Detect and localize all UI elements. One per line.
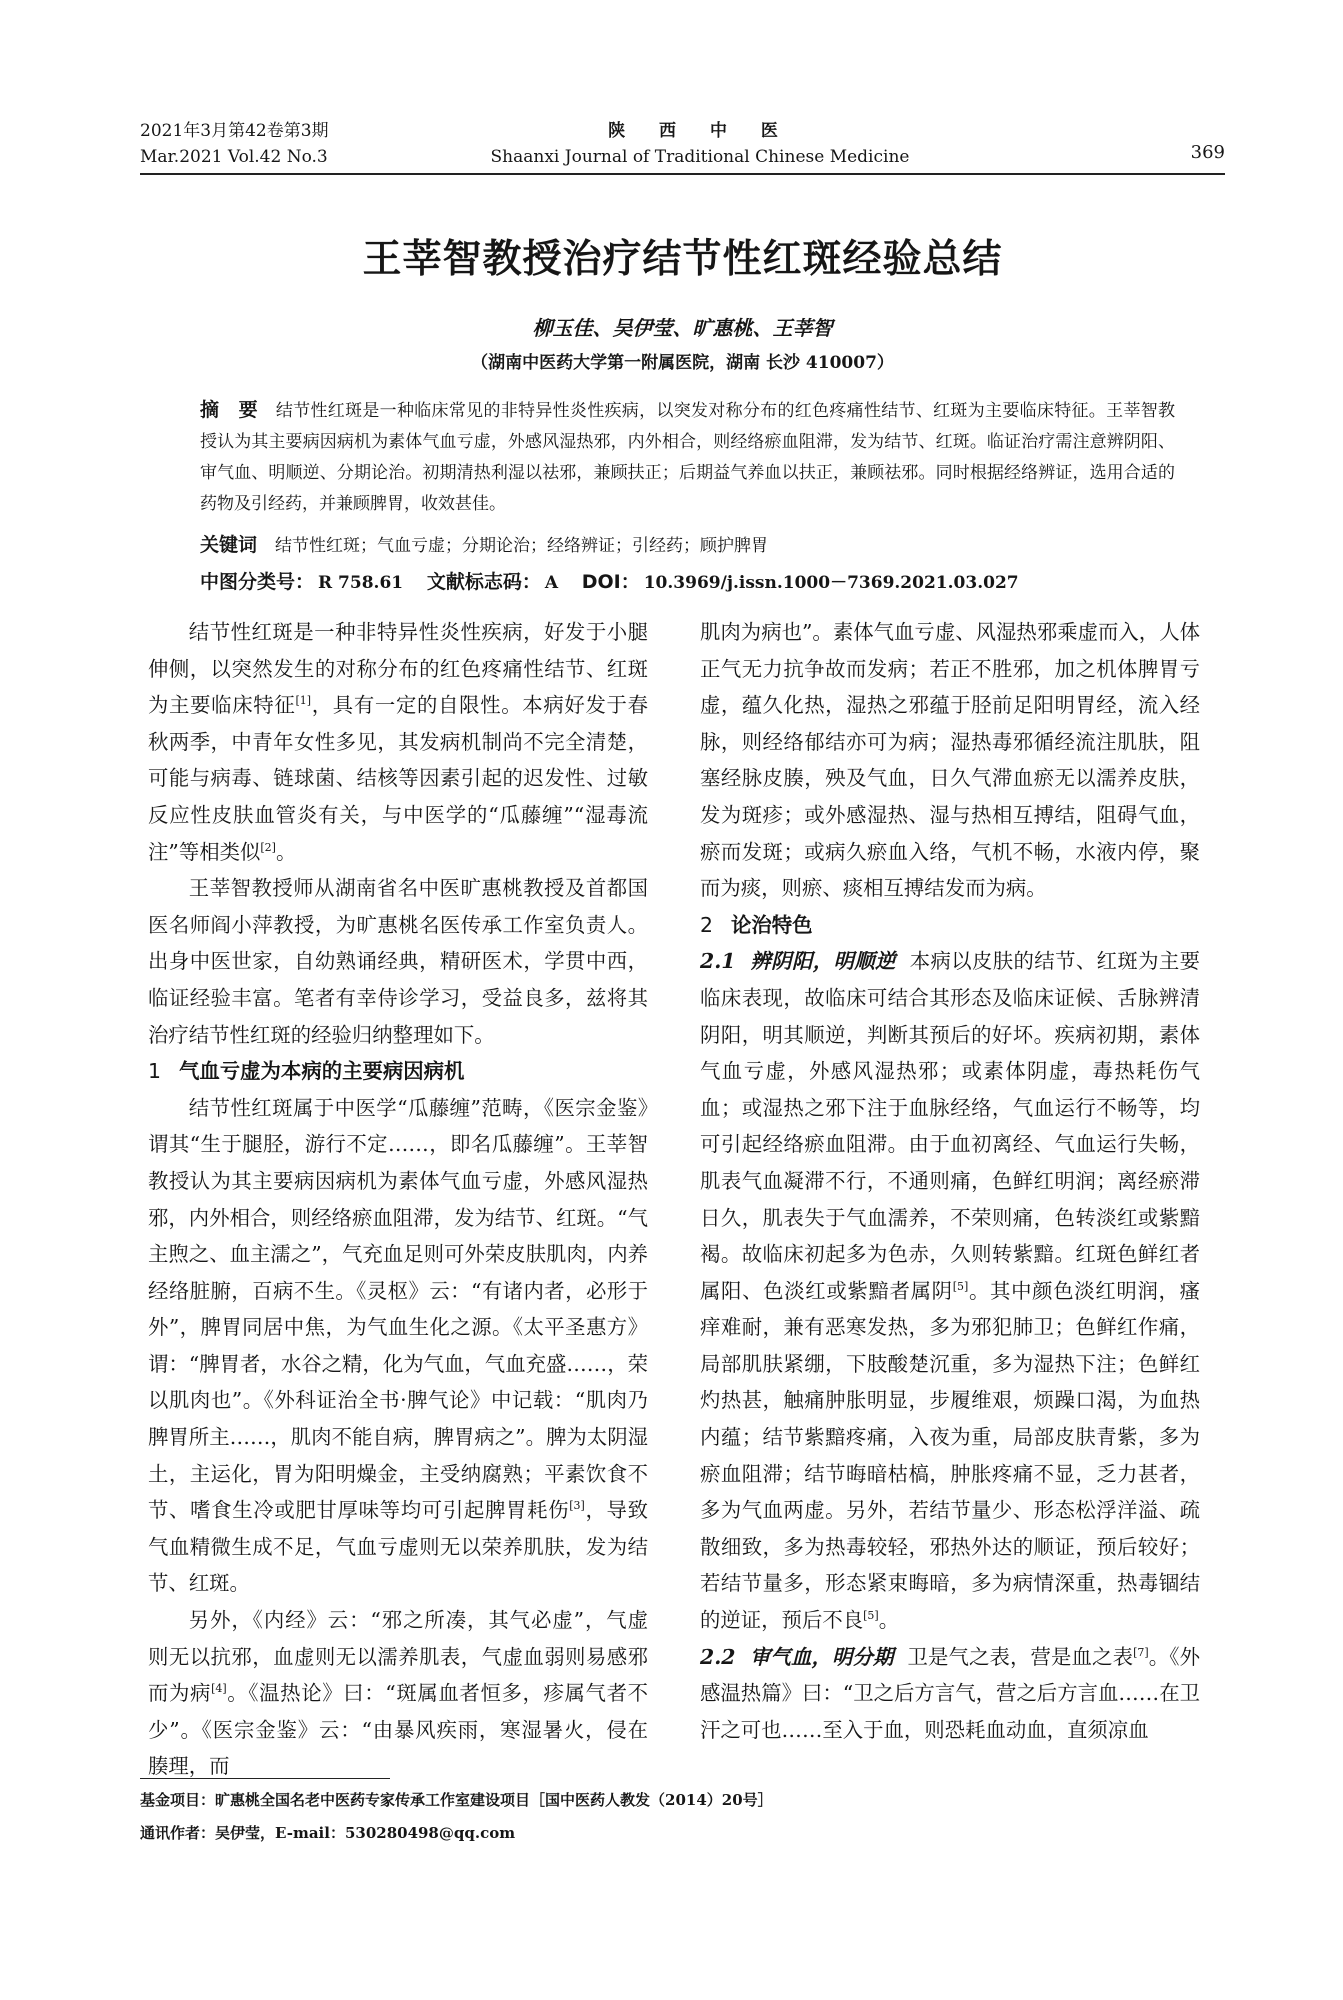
journal-name	[440, 118, 960, 170]
affiliation: （湖南中医药大学第一附属医院，湖南 长沙 410007）	[471, 353, 894, 373]
citation: [7]	[1133, 1645, 1149, 1659]
subsection-heading-2-1: 2.1 辨阴阳，明顺逆	[700, 949, 896, 974]
page-number: 369	[1190, 142, 1225, 163]
paragraph-neijing: 另外，《内经》云：“邪之所凑，其气必虚”，气虚则无以抗邪，血虚则无以濡养肌表，气虚血弱则易感邪而为病[4]。《温热论》曰：“斑属血者恒多，疹属气者不少”。《医宗金鉴》云：“由暴风疾雨，寒湿暑火，侵在腠理，而	[148, 1608, 648, 1779]
classification-line	[200, 567, 1175, 599]
abstract-label: 摘 要	[200, 399, 258, 421]
keywords-label: 关键词	[200, 534, 258, 556]
issue-info	[140, 118, 329, 170]
citation: [1]	[295, 694, 312, 708]
journal-en: Shaanxi Journal of Traditional Chinese Medicine	[490, 147, 910, 167]
paper-title: 王莘智教授治疗结节性红斑经验总结	[362, 237, 1003, 282]
section-heading-2: 2 论治特色	[700, 912, 813, 937]
keywords	[200, 530, 1175, 562]
citation: [5]	[863, 1609, 879, 1623]
doi-label: DOI：	[581, 571, 640, 593]
body-column-left	[148, 614, 648, 1785]
section-heading-1: 1 气血亏虚为本病的主要病因病机	[148, 1059, 465, 1084]
paragraph-qixue: 2.2 审气血，明分期 卫是气之表，营是血之表[7]。《外感温热篇》曰：“卫之后方言气，营之后方言血……在卫汗之可也……至入于血，则恐耗血动血，直须凉血	[700, 1644, 1200, 1742]
paragraph-background: 王莘智教授师从湖南省名中医旷惠桃教授及首都国医名师阎小萍教授，为旷惠桃名医传承工作室负责人。出身中医世家，自幼熟诵经典，精研医术，学贯中西，临证经验丰富。笔者有幸侍诊学习，受益良多，兹将其治疗结节性红斑的经验归纳整理如下。	[148, 876, 648, 1047]
footnote-contact: 通讯作者：吴伊莹，E-mail：530280498@qq.com	[140, 1824, 516, 1842]
journal-cn: 陕 西 中 医	[608, 121, 792, 141]
doc-code-label: 文献标志码：	[426, 571, 541, 593]
body-column-right	[700, 614, 1200, 1748]
abstract-text: 结节性红斑是一种临床常见的非特异性炎性疾病，以突发对称分布的红色疼痛性结节、红斑为主要临床特征。王莘智教授认为其主要病因病机为素体气血亏虚，外感风湿热邪，内外相合，则经络瘀血阻滞，发为结节、红斑。临证治疗需注意辨阴阳、审气血、明顺逆、分期论治。初期清热利湿以祛邪，兼顾扶正；后期益气养血以扶正，兼顾祛邪。同时根据经络辨证，选用合适的药物及引经药，并兼顾脾胃，收效甚佳。	[200, 401, 1175, 514]
keywords-text: 结节性红斑；气血亏虚；分期论治；经络辨证；引经药；顾护脾胃	[275, 536, 769, 556]
footnote-funding: 基金项目：旷惠桃全国名老中医药专家传承工作室建设项目［国中医药人教发（2014）20号］	[140, 1791, 773, 1809]
issue-en: Mar.2021 Vol.42 No.3	[140, 147, 328, 167]
clc-value: R 758.61	[318, 573, 404, 593]
footnote-rule	[140, 1778, 390, 1779]
doc-code-value: A	[544, 573, 559, 593]
paragraph-continuation: 肌肉为病也”。素体气血亏虚、风湿热邪乘虚而入，人体正气无力抗争故而发病；若正不胜邪，加之机体脾胃亏虚，蕴久化热，湿热之邪蕴于胫前足阳明胃经，流入经脉，则经络郁结亦可为病；湿热毒邪循经流注肌肤，阻塞经脉皮腠，殃及气血，日久气滞血瘀无以濡养皮肤，发为斑疹；或外感湿热、湿与热相互搏结，阻碍气血，瘀而发斑；或病久瘀血入络，气机不畅，水液内停，聚而为痰，则瘀、痰相互搏结发而为病。	[700, 620, 1200, 901]
header-rule	[140, 173, 1225, 175]
citation: [3]	[569, 1499, 585, 1513]
paragraph-etiology: 结节性红斑属于中医学“瓜藤缠”范畴，《医宗金鉴》谓其“生于腿胫，游行不定……，即名瓜藤缠”。王莘智教授认为其主要病因病机为素体气血亏虚，外感风湿热邪，内外相合，则经络瘀血阻滞，发为结节、红斑。“气主煦之、血主濡之”，气充血足则可外荣皮肤肌肉，内养经络脏腑，百病不生。《灵枢》云：“有诸内者，必形于外”，脾胃同居中焦，为气血生化之源。《太平圣惠方》谓：“脾胃者，水谷之精，化为气血，气血充盛……，荣以肌肉也”。《外科证治全书·脾气论》中记载：“肌肉乃脾胃所主……，肌肉不能自病，脾胃病之”。脾为太阴湿土，主运化，胃为阳明燥金，主受纳腐熟；平素饮食不节、嗜食生冷或肥甘厚味等均可引起脾胃耗伤[3]，导致气血精微生成不足，气血亏虚则无以荣养肌肤，发为结节、红斑。	[148, 1095, 649, 1596]
citation: [4]	[211, 1682, 227, 1696]
authors: 柳玉佳、吴伊莹、旷惠桃、王莘智	[532, 316, 833, 340]
paragraph-yinyang: 2.1 辨阴阳，明顺逆 本病以皮肤的结节、红斑为主要临床表现，故临床可结合其形态及临床证候、舌脉辨清阴阳，明其顺逆，判断其预后的好坏。疾病初期，素体气血亏虚，外感风湿热邪；或素体阴虚，毒热耗伤气血；或湿热之邪下注于血脉经络，气血运行不畅等，均可引起经络瘀血阻滞。由于血初离经、气血运行失畅，肌表气血凝滞不行，不通则痛，色鲜红明润；离经瘀滞日久，肌表失于气血濡养，不荣则痛，色转淡红或紫黯褐。故临床初起多为色赤，久则转紫黯。红斑色鲜红者属阳、色淡红或紫黯者属阴[5]。其中颜色淡红明润，瘙痒难耐，兼有恶寒发热，多为邪犯肺卫；色鲜红作痛，局部肌肤紧绷，下肢酸楚沉重，多为湿热下注；色鲜红灼热甚，触痛肿胀明显，步履维艰，烦躁口渴，为血热内蕴；结节紫黯疼痛，入夜为重，局部皮肤青紫，多为瘀血阻滞；结节晦暗枯槁，肿胀疼痛不显，乏力甚者，多为气血两虚。另外，若结节量少、形态松浮洋溢、疏散细致，多为热毒较轻，邪热外达的顺证，预后较好；若结节量多，形态紧束晦暗，多为病情深重，热毒锢结的逆证，预后不良[5]。	[700, 949, 1201, 1633]
citation: [2]	[260, 840, 276, 854]
running-header	[140, 118, 1225, 174]
abstract	[200, 395, 1175, 520]
paragraph-intro: 结节性红斑是一种非特异性炎性疾病，好发于小腿伸侧，以突然发生的对称分布的红色疼痛性结节、红斑为主要临床特征[1]，具有一定的自限性。本病好发于春秋两季，中青年女性多见，其发病机制尚不完全清楚，可能与病毒、链球菌、结核等因素引起的迟发性、过敏反应性皮肤血管炎有关，与中医学的“瓜藤缠”“湿毒流注”等相类似[2]。	[148, 620, 649, 864]
subsection-heading-2-2: 2.2 审气血，明分期	[700, 1644, 894, 1669]
citation: [5]	[952, 1279, 969, 1293]
clc-label: 中图分类号：	[200, 571, 315, 593]
issue-cn: 2021年3月第42卷第3期	[140, 121, 329, 141]
doi-value: 10.3969/j.issn.1000－7369.2021.03.027	[643, 573, 1019, 593]
